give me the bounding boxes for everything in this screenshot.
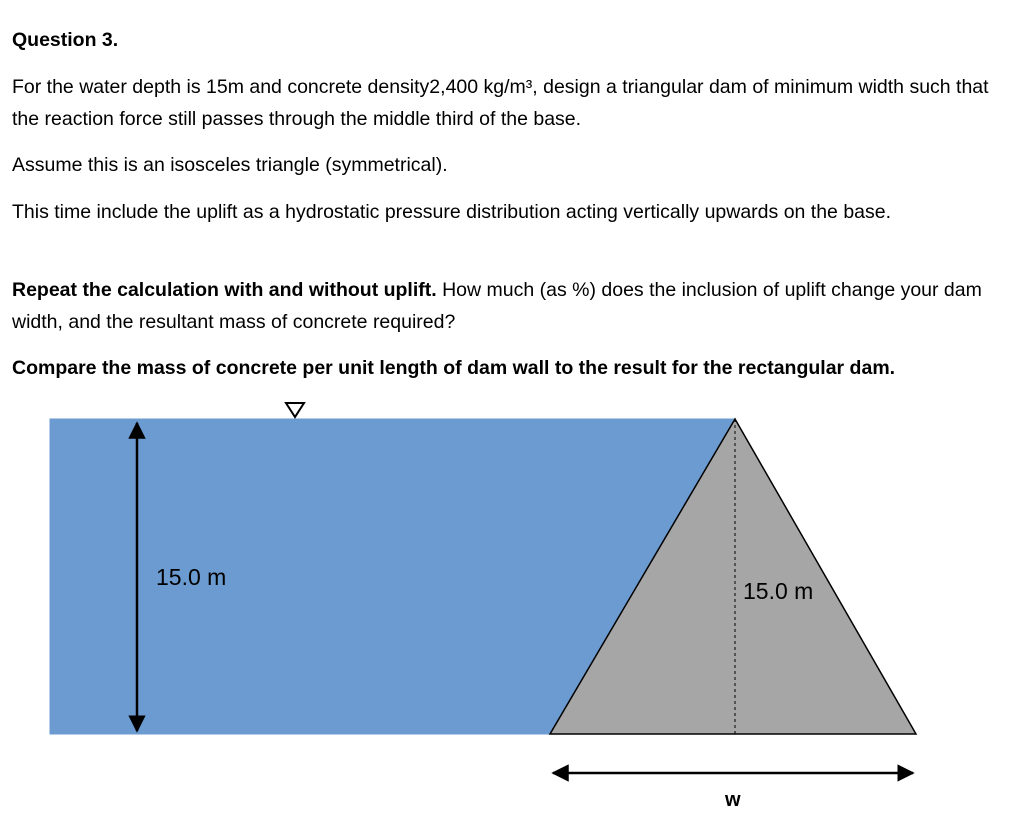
question-paragraph-1: For the water depth is 15m and concrete density2,400 kg/m³, design a triangular dam of minimum width such that the reaction force still passes through the middle third of the base. (12, 76, 989, 130)
water-depth-label: 15.0 m (156, 564, 227, 590)
base-width-label: w (725, 789, 741, 811)
question-paragraph-4-rest: How much (as %) does the inclusion of uplift change your dam width, and the resultant mass of concrete required? (12, 279, 982, 333)
question-paragraph-3: This time include the uplift as a hydrostatic pressure distribution acting vertically upwards on the base. (12, 201, 892, 223)
question-paragraph-4-bold: Repeat the calculation with and without uplift. (12, 279, 437, 301)
question-paragraph-2: Assume this is an isosceles triangle (symmetrical). (12, 154, 448, 176)
dam-height-label: 15.0 m (743, 578, 814, 604)
question-title: Question 3. (12, 29, 119, 51)
question-paragraph-5: Compare the mass of concrete per unit length of dam wall to the result for the rectangular dam. (12, 357, 896, 379)
water-surface-icon (286, 403, 304, 417)
